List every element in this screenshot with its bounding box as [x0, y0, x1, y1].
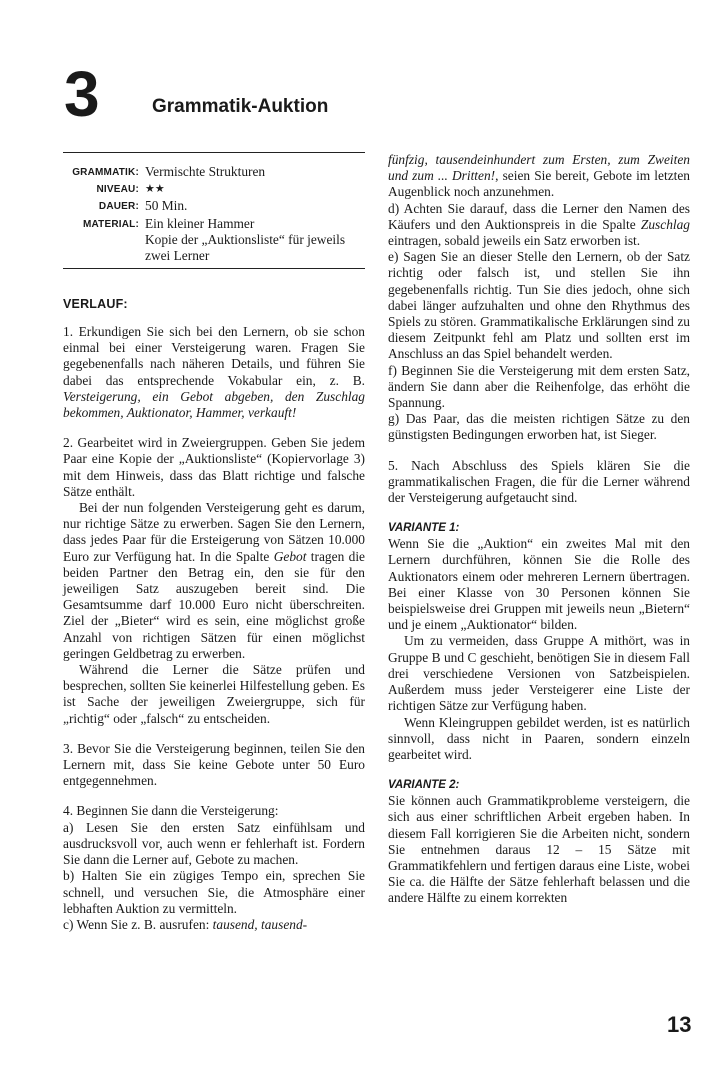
- paragraph-1: [63, 324, 365, 421]
- italic-text: Gebot: [273, 548, 307, 564]
- variante-1-heading: VARIANTE 1:: [388, 522, 460, 535]
- meta-value: Ein kleiner Hammer: [145, 215, 255, 231]
- paragraph-3: [63, 500, 365, 662]
- paragraph-rf: f) Beginnen Sie die Versteigerung mit dem ersten Satz, ändern Sie dann aber die Reihenfolge, das erhöht die Spannung.: [388, 362, 690, 411]
- italic-text: Versteigerung, ein Gebot abgeben, den Zuschlag bekommen, Auktionator, Hammer, verkauft!: [63, 388, 365, 421]
- chapter-number: 3: [64, 58, 98, 130]
- chapter-title: Grammatik-Auktion: [152, 96, 329, 117]
- meta-key: GRAMMATIK:: [72, 167, 139, 178]
- meta-key: DAUER:: [98, 201, 139, 213]
- meta-row-grammatik: [63, 164, 365, 181]
- meta-row-niveau: [63, 181, 365, 198]
- paragraph-4: Während die Lerner die Sätze prüfen und besprechen, sollten Sie keinerlei Hilfestellung geben. Es ist Sache der jeweiligen Zweiergruppe, sich für „richtig“ oder „falsch“ zu entscheiden.: [63, 662, 365, 726]
- meta-value-stars: ★★: [145, 183, 165, 196]
- paragraph-5: 3. Bevor Sie die Versteigerung beginnen, teilen Sie den Lernern mit, dass Sie keine Gebote unter 50 Euro entgegennehmen.: [63, 740, 365, 789]
- paragraph-6b: b) Halten Sie ein zügiges Tempo ein, sprechen Sie schnell, und versuchen Sie, die Atmosphäre einer lebhaften Auktion zu vermitteln.: [63, 868, 365, 916]
- meta-bottom-rule: [63, 268, 365, 269]
- paragraph-rd: [388, 201, 690, 250]
- text: d) Achten Sie darauf, dass die Lerner den Namen des Käufers und den Auktionspreis in die Spalte: [388, 200, 690, 232]
- meta-key: MATERIAL:: [82, 218, 139, 230]
- text: Bei der nun folgenden Versteigerung geht es darum, nur richtige Sätze zu erwerben. Sagen Sie den Lernern, dass jedes Paar für die Ersteigerung von Sätzen 10.000 Euro zur Verfügung hat. In die Spalte: [63, 500, 365, 564]
- right-column: [388, 152, 690, 907]
- variante-2-heading: VARIANTE 2:: [388, 779, 460, 792]
- paragraph-6: 4. Beginnen Sie dann die Versteigerung:: [63, 803, 279, 819]
- text: 1. Erkundigen Sie sich bei den Lernern, ob sie schon einmal bei einer Versteigerung waren. Fragen Sie gegebenenfalls nach näheren Details, und führen Sie dabei das entsprechende Vokabular ein, z. B.: [63, 324, 365, 388]
- top-rule: [63, 152, 365, 153]
- paragraph-rg: g) Das Paar, das die meisten richtigen Sätze zu den günstigsten Bedingungen erworben hat, ist Sieger.: [388, 411, 690, 443]
- paragraph-v1a: Wenn Sie die „Auktion“ ein zweites Mal mit den Lernern durchführen, können Sie die Rolle des Auktionators einem oder mehreren Lernern übertragen. Bei einer Klasse von 30 Personen können Sie beispielsweise drei Gruppen mit jeweils neun „Bietern“ und je einem „Auktionator“ bilden.: [388, 536, 690, 633]
- paragraph-6c: [63, 917, 365, 933]
- meta-value-2: Kopie der „Auktionsliste“ für jeweils zwei Lerner: [145, 231, 346, 264]
- paragraph-v2a: Sie können auch Grammatikprobleme versteigern, die sich aus einer schriftlichen Arbeit ergeben haben. In diesem Fall korrigieren Sie die Arbeiten nicht, sondern Sie entnehmen daraus 12 – 15 Sätze mit Grammatikfehlern und fertigen daraus eine Liste, wobei Sie ca. die Hälfte der Sätze fehlerhaft belassen und die andere Hälfte zu einem korrekten: [388, 793, 690, 906]
- text: tragen die beiden Partner den Betrag ein, den sie für den jeweiligen Satz auszugeben bereit sind. Die Gesamtsumme darf 10.000 Euro nicht überschreiten. Ziel der „Bieter“ wird es sein, eine möglichst große Anzahl von richtigen Sätzen für einen möglichst geringen Geldbetrag zu erwerben.: [63, 548, 365, 661]
- left-column: [63, 296, 365, 933]
- metadata-block: [63, 164, 365, 264]
- italic-text: Zuschlag: [640, 216, 690, 232]
- meta-key: NIVEAU:: [96, 184, 139, 196]
- section-heading-verlauf: VERLAUF:: [63, 297, 128, 311]
- meta-value-material: [145, 216, 365, 265]
- text: eintragen, sobald jeweils ein Satz erworben ist.: [388, 233, 641, 249]
- paragraph-re: e) Sagen Sie an dieser Stelle den Lernern, ob der Satz richtig oder falsch ist, und stellen Sie ihn gegebenenfalls richtig. Tun Sie dies jedoch, ohne sich dabei länger aufzuhalten und ohne den Rhythmus des Spiels zu stören. Grammatikalische Erklärungen sind zu diesem Zeitpunkt fehl am Platz und sollten erst im Anschluss an das Spiel behandelt werden.: [388, 249, 690, 362]
- paragraph-6a: a) Lesen Sie den ersten Satz einfühlsam und ausdrucksvoll vor, auch wenn er fehlerhaft ist. Fordern Sie dann die Lerner auf, Gebote zu machen.: [63, 819, 365, 868]
- meta-row-dauer: [63, 198, 365, 215]
- meta-row-material: [63, 216, 365, 265]
- meta-value: Vermischte Strukturen: [145, 164, 266, 179]
- paragraph-r1: [388, 152, 690, 201]
- italic-text: fünfzig, tausendeinhundert zum Ersten, zum Zweiten und zum ... Dritten!: [388, 152, 690, 184]
- paragraph-v1b: Um zu vermeiden, dass Gruppe A mithört, was in Gruppe B und C geschieht, benötigen Sie in diesem Fall drei verschiedene Versionen von Satzbeispielen. Außerdem muss jeder Versteigerer eine Liste der richtigen Sätze zur Verfügung haben.: [388, 633, 690, 714]
- meta-value: 50 Min.: [145, 198, 188, 214]
- italic-text: tausend, tausend-: [212, 916, 308, 932]
- text: c) Wenn Sie z. B. ausrufen:: [63, 916, 213, 932]
- page-number: 13: [667, 1012, 692, 1037]
- paragraph-r5: 5. Nach Abschluss des Spiels klären Sie die grammatikalischen Fragen, die für die Lerner während der Versteigerung aufgetaucht sind.: [388, 457, 690, 506]
- text: , seien Sie bereit, Gebote im letzten Augenblick noch anzunehmen.: [388, 168, 690, 200]
- paragraph-2: 2. Gearbeitet wird in Zweiergruppen. Geben Sie jedem Paar eine Kopie der „Auktionsliste“ (Kopiervorlage 3) mit dem Hinweis, dass das Blatt richtige und falsche Sätze enthält.: [63, 435, 365, 499]
- paragraph-v1c: Wenn Kleingruppen gebildet werden, ist es natürlich sinnvoll, dass nicht in Paaren, sondern einzeln gearbeitet wird.: [388, 714, 690, 762]
